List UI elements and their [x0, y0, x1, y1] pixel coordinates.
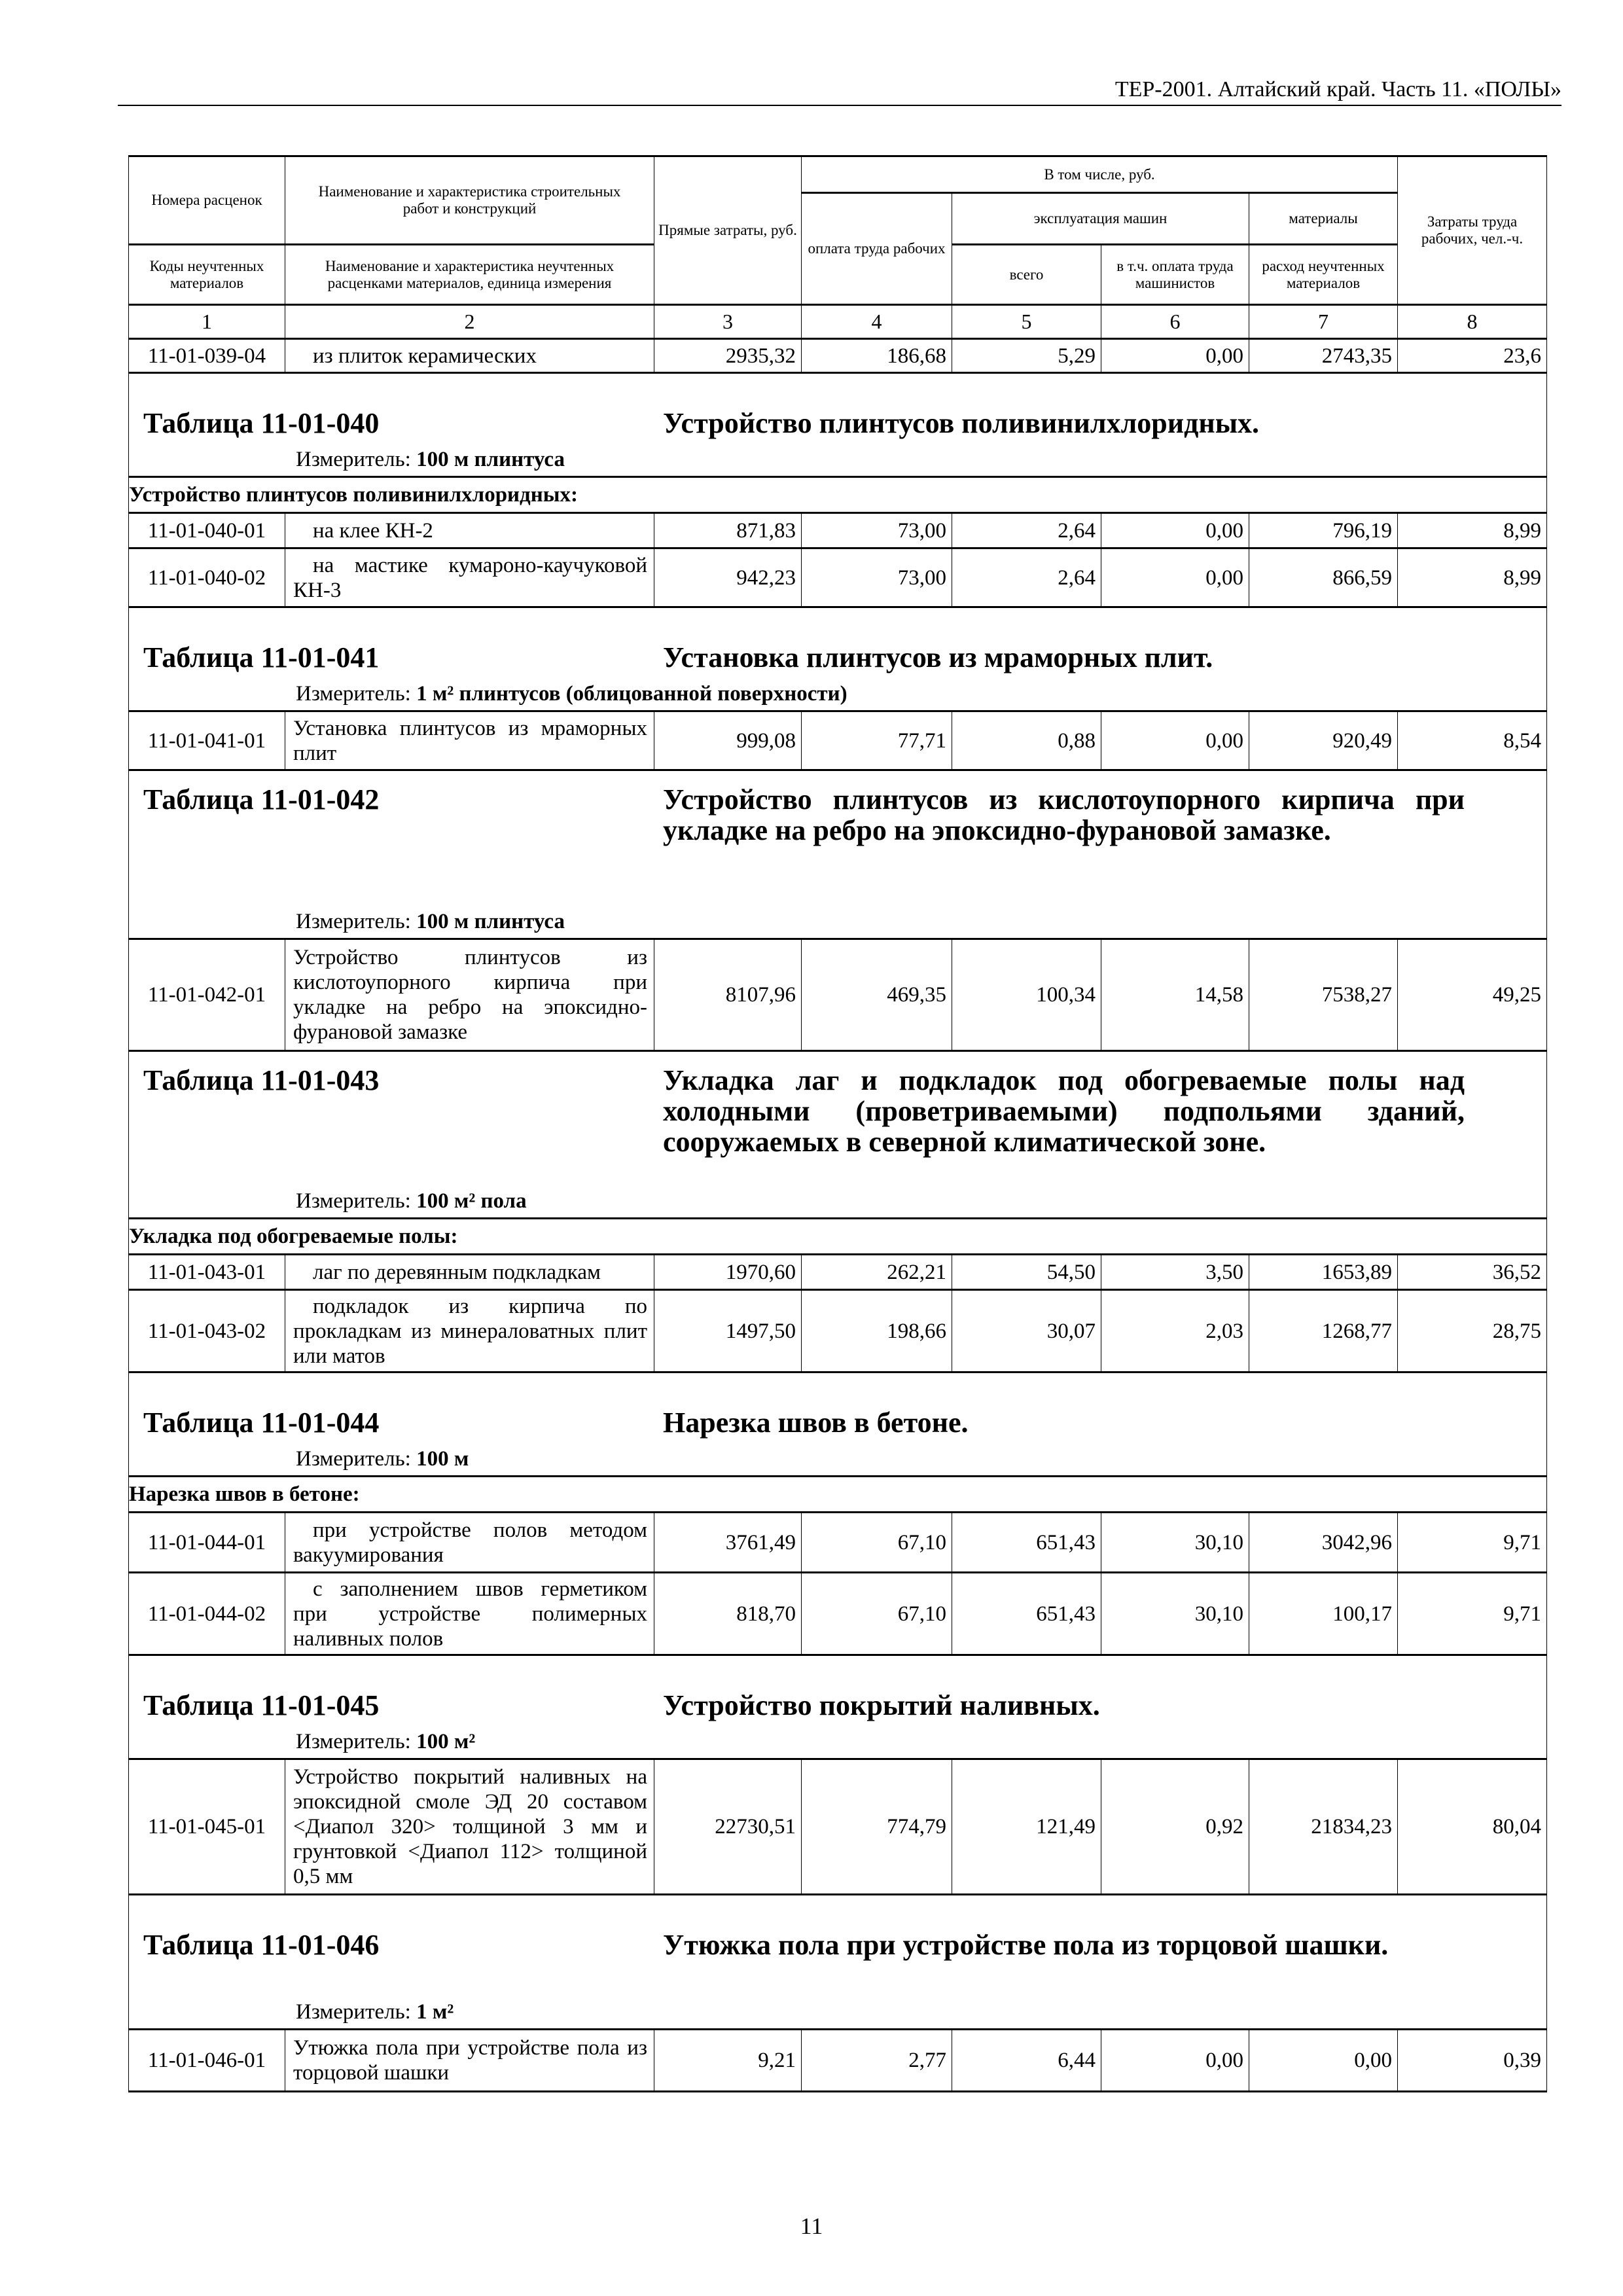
table-row: [129, 513, 1547, 548]
operator-wages: 0,00: [1101, 711, 1249, 770]
column-number: 4: [802, 305, 952, 339]
measure-unit: [296, 1729, 475, 1754]
rate-code: 11-01-044-01: [129, 1513, 285, 1573]
direct-cost: 942,23: [654, 548, 802, 607]
measure-label: Измеритель:: [296, 2000, 411, 2024]
table-section-header: [129, 373, 1547, 477]
column-number: 1: [129, 305, 285, 339]
rate-description: Установка плинтусов из мраморных плит: [285, 711, 654, 770]
table-row: [129, 1255, 1547, 1290]
materials-cost: 866,59: [1249, 548, 1398, 607]
subheading: Устройство плинтусов поливинилхлоридных:: [129, 477, 1547, 513]
worker-wages: 2,77: [802, 2030, 952, 2092]
table-section-header: [129, 770, 1547, 939]
table-title: Установка плинтусов из мраморных плит.: [663, 641, 1213, 673]
operator-wages: 0,00: [1101, 513, 1249, 548]
col-header-name: Наименование и характеристика строительных работ и конструкций: [285, 156, 654, 245]
operator-wages: 30,10: [1101, 1573, 1249, 1655]
labor-hours: 23,6: [1398, 339, 1547, 373]
operator-wages: 0,00: [1101, 339, 1249, 373]
machines-total: 0,88: [952, 711, 1101, 770]
materials-cost: 796,19: [1249, 513, 1398, 548]
rate-code: 11-01-045-01: [129, 1759, 285, 1895]
materials-cost: 3042,96: [1249, 1513, 1398, 1573]
operator-wages: 14,58: [1101, 939, 1249, 1051]
col-header-operators: в т.ч. оплата труда машинистов: [1101, 245, 1249, 305]
measure-value: 100 м: [416, 1447, 469, 1471]
table-section-header: [129, 1895, 1547, 2030]
subheading-row: [129, 1219, 1547, 1255]
table-row: [129, 939, 1547, 1051]
rate-description: из плиток керамических: [285, 339, 654, 373]
measure-value: 100 м²: [416, 1730, 476, 1753]
direct-cost: 8107,96: [654, 939, 802, 1051]
rate-description: с заполнением швов герметиком при устройстве полимерных наливных полов: [285, 1573, 654, 1655]
materials-cost: 2743,35: [1249, 339, 1398, 373]
labor-hours: 49,25: [1398, 939, 1547, 1051]
worker-wages: 73,00: [802, 513, 952, 548]
direct-cost: 999,08: [654, 711, 802, 770]
worker-wages: 77,71: [802, 711, 952, 770]
direct-cost: 2935,32: [654, 339, 802, 373]
table-section-header: [129, 1051, 1547, 1219]
materials-cost: 21834,23: [1249, 1759, 1398, 1895]
operator-wages: 3,50: [1101, 1255, 1249, 1290]
col-header-machines: эксплуатация машин: [952, 193, 1249, 245]
direct-cost: 871,83: [654, 513, 802, 548]
table-number: Таблица 11-01-046: [143, 1929, 380, 1961]
rate-description: Устройство покрытий наливных на эпоксидной смоле ЭД 20 составом <Диапол 320> толщиной 3 мм и грунтовкой <Диапол 112> толщиной 0,5 мм: [285, 1759, 654, 1895]
col-header-labor: Затраты труда рабочих, чел.-ч.: [1398, 156, 1547, 305]
labor-hours: 0,39: [1398, 2030, 1547, 2092]
measure-unit: [296, 681, 847, 706]
worker-wages: 198,66: [802, 1290, 952, 1372]
rate-code: 11-01-043-02: [129, 1290, 285, 1372]
col-header-material-codes: Коды неучтенных материалов: [129, 245, 285, 305]
rate-code: 11-01-040-01: [129, 513, 285, 548]
rate-description: при устройстве полов методом вакуумирования: [285, 1513, 654, 1573]
rate-description: на клее КН-2: [285, 513, 654, 548]
table-title: Устройство плинтусов из кислотоупорного кирпича при укладке на ребро на эпоксидно-фурановой замазке.: [663, 783, 1465, 846]
table-row: [129, 1290, 1547, 1372]
materials-cost: 1268,77: [1249, 1290, 1398, 1372]
table-number: Таблица 11-01-045: [143, 1689, 380, 1721]
measure-value: 1 м²: [416, 2000, 454, 2024]
materials-cost: 1653,89: [1249, 1255, 1398, 1290]
rate-description: Утюжка пола при устройстве пола из торцовой шашки: [285, 2030, 654, 2092]
column-number: 6: [1101, 305, 1249, 339]
operator-wages: 0,00: [1101, 548, 1249, 607]
worker-wages: 774,79: [802, 1759, 952, 1895]
table-row: [129, 711, 1547, 770]
materials-cost: 920,49: [1249, 711, 1398, 770]
measure-label: Измеритель:: [296, 910, 411, 933]
measure-label: Измеритель:: [296, 1189, 411, 1213]
table-number: Таблица 11-01-041: [143, 641, 380, 673]
column-number: 8: [1398, 305, 1547, 339]
labor-hours: 9,71: [1398, 1513, 1547, 1573]
table-title: Утюжка пола при устройстве пола из торцовой шашки.: [663, 1929, 1389, 1961]
labor-hours: 8,99: [1398, 513, 1547, 548]
worker-wages: 67,10: [802, 1573, 952, 1655]
col-header-material-name: Наименование и характеристика неучтенных расценками материалов, единица измерения: [285, 245, 654, 305]
worker-wages: 186,68: [802, 339, 952, 373]
labor-hours: 8,99: [1398, 548, 1547, 607]
table-row: [129, 1759, 1547, 1895]
col-header-unaccounted: расход неучтенных материалов: [1249, 245, 1398, 305]
measure-value: 1 м² плинтусов (облицованной поверхности): [416, 682, 847, 706]
column-number: 2: [285, 305, 654, 339]
table-title: Устройство покрытий наливных.: [663, 1689, 1100, 1721]
rate-description: Устройство плинтусов из кислотоупорного кирпича при укладке на ребро на эпоксидно-фурановой замазке: [285, 939, 654, 1051]
table-row: [129, 548, 1547, 607]
col-header-including: В том числе, руб.: [802, 156, 1398, 193]
table-row: [129, 2030, 1547, 2092]
direct-cost: 1970,60: [654, 1255, 802, 1290]
direct-cost: 22730,51: [654, 1759, 802, 1895]
materials-cost: 100,17: [1249, 1573, 1398, 1655]
subheading-row: [129, 477, 1547, 513]
table-section-header: [129, 607, 1547, 711]
col-header-codes: Номера расценок: [129, 156, 285, 245]
measure-unit: [296, 909, 565, 934]
operator-wages: 0,92: [1101, 1759, 1249, 1895]
running-header: ТЕР-2001. Алтайский край. Часть 11. «ПОЛЫ»: [1115, 77, 1561, 101]
table-section-header: [129, 1655, 1547, 1759]
operator-wages: 2,03: [1101, 1290, 1249, 1372]
table-row: [129, 339, 1547, 373]
rate-description: лаг по деревянным подкладкам: [285, 1255, 654, 1290]
direct-cost: 818,70: [654, 1573, 802, 1655]
machines-total: 121,49: [952, 1759, 1101, 1895]
column-number: 3: [654, 305, 802, 339]
column-number: 7: [1249, 305, 1398, 339]
operator-wages: 0,00: [1101, 2030, 1249, 2092]
rate-code: 11-01-043-01: [129, 1255, 285, 1290]
materials-cost: 0,00: [1249, 2030, 1398, 2092]
table-number: Таблица 11-01-042: [143, 783, 380, 816]
subheading: Укладка под обогреваемые полы:: [129, 1219, 1547, 1255]
direct-cost: 3761,49: [654, 1513, 802, 1573]
operator-wages: 30,10: [1101, 1513, 1249, 1573]
direct-cost: 9,21: [654, 2030, 802, 2092]
labor-hours: 9,71: [1398, 1573, 1547, 1655]
table-row: [129, 1513, 1547, 1573]
measure-value: 100 м плинтуса: [416, 448, 565, 471]
col-header-wages: оплата труда рабочих: [802, 193, 952, 305]
machines-total: 2,64: [952, 548, 1101, 607]
measure-label: Измеритель:: [296, 448, 411, 471]
table-title: Укладка лаг и подкладок под обогреваемые полы над холодными (проветриваемыми) подпольями зданий, сооружаемых в северной климатической зоне.: [663, 1064, 1465, 1158]
materials-cost: 7538,27: [1249, 939, 1398, 1051]
rate-code: 11-01-039-04: [129, 339, 285, 373]
machines-total: 54,50: [952, 1255, 1101, 1290]
rate-code: 11-01-041-01: [129, 711, 285, 770]
rate-code: 11-01-044-02: [129, 1573, 285, 1655]
measure-unit: [296, 2000, 454, 2024]
col-header-machines-total: всего: [952, 245, 1101, 305]
table-title: Нарезка швов в бетоне.: [663, 1407, 969, 1439]
worker-wages: 262,21: [802, 1255, 952, 1290]
measure-unit: [296, 1189, 527, 1213]
rate-description: на мастике кумароно-каучуковой КН-3: [285, 548, 654, 607]
column-number: 5: [952, 305, 1101, 339]
machines-total: 651,43: [952, 1573, 1101, 1655]
machines-total: 100,34: [952, 939, 1101, 1051]
measure-label: Измеритель:: [296, 682, 411, 706]
rate-description: подкладок из кирпича по прокладкам из минераловатных плит или матов: [285, 1290, 654, 1372]
price-table: [128, 155, 1547, 2092]
table-row: [129, 1573, 1547, 1655]
machines-total: 651,43: [952, 1513, 1101, 1573]
table-number: Таблица 11-01-040: [143, 407, 380, 439]
labor-hours: 36,52: [1398, 1255, 1547, 1290]
measure-unit: [296, 1446, 469, 1471]
direct-cost: 1497,50: [654, 1290, 802, 1372]
measure-unit: [296, 447, 565, 472]
measure-label: Измеритель:: [296, 1447, 411, 1471]
machines-total: 6,44: [952, 2030, 1101, 2092]
worker-wages: 469,35: [802, 939, 952, 1051]
measure-value: 100 м² пола: [416, 1189, 527, 1213]
labor-hours: 8,54: [1398, 711, 1547, 770]
machines-total: 30,07: [952, 1290, 1101, 1372]
measure-value: 100 м плинтуса: [416, 910, 565, 933]
subheading: Нарезка швов в бетоне:: [129, 1477, 1547, 1513]
header-rule: [118, 105, 1561, 106]
machines-total: 5,29: [952, 339, 1101, 373]
table-section-header: [129, 1372, 1547, 1477]
rate-code: 11-01-046-01: [129, 2030, 285, 2092]
machines-total: 2,64: [952, 513, 1101, 548]
subheading-row: [129, 1477, 1547, 1513]
table-title: Устройство плинтусов поливинилхлоридных.: [663, 407, 1260, 439]
worker-wages: 67,10: [802, 1513, 952, 1573]
rate-code: 11-01-042-01: [129, 939, 285, 1051]
col-header-materials: материалы: [1249, 193, 1398, 245]
worker-wages: 73,00: [802, 548, 952, 607]
col-header-direct: Прямые затраты, руб.: [654, 156, 802, 305]
table-number: Таблица 11-01-043: [143, 1064, 380, 1096]
rate-code: 11-01-040-02: [129, 548, 285, 607]
table-number: Таблица 11-01-044: [143, 1407, 380, 1439]
page-number: 11: [800, 2213, 823, 2239]
measure-label: Измеритель:: [296, 1730, 411, 1753]
labor-hours: 80,04: [1398, 1759, 1547, 1895]
labor-hours: 28,75: [1398, 1290, 1547, 1372]
